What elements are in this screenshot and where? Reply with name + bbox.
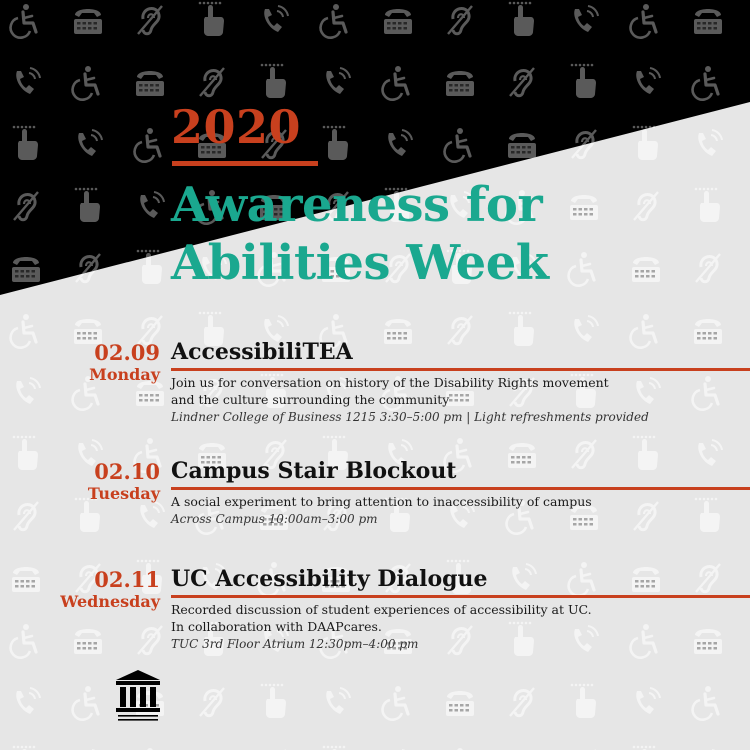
event-date-number: 02.11 bbox=[94, 567, 160, 592]
event-description bbox=[171, 374, 649, 426]
event-title: AccessibiliTEA bbox=[171, 339, 353, 365]
tty-keyboard-icon bbox=[12, 257, 40, 282]
tty-keyboard-icon bbox=[12, 567, 40, 592]
description-line: Join us for conversation on history of the Disability Rights movement bbox=[171, 375, 609, 390]
event-details: Lindner College of Business 1215 3:30–5:00 pm | Light refreshments provided bbox=[171, 410, 649, 424]
page-title bbox=[171, 176, 549, 292]
government-building-icon bbox=[113, 668, 163, 724]
tty-keyboard-icon bbox=[74, 629, 102, 654]
event-divider bbox=[171, 595, 750, 598]
tty-keyboard-icon bbox=[508, 443, 536, 468]
tty-keyboard-icon bbox=[632, 567, 660, 592]
tty-keyboard-icon bbox=[570, 195, 598, 220]
tty-keyboard-icon bbox=[384, 9, 412, 34]
event-description bbox=[171, 601, 592, 653]
tty-keyboard-icon bbox=[694, 319, 722, 344]
event-day: Monday bbox=[89, 365, 160, 384]
event-details: TUC 3rd Floor Atrium 12:30pm–4:00 pm bbox=[171, 637, 419, 651]
event-day: Wednesday bbox=[60, 592, 160, 611]
title-line-1: Awareness for bbox=[171, 177, 543, 233]
description-line: and the culture surrounding the community bbox=[171, 392, 450, 407]
event-description bbox=[171, 493, 592, 528]
tty-keyboard-icon bbox=[694, 9, 722, 34]
tty-keyboard-icon bbox=[446, 71, 474, 96]
description-line: Recorded discussion of student experiences of accessibility at UC. bbox=[171, 602, 592, 617]
event-date bbox=[89, 341, 160, 385]
tty-keyboard-icon bbox=[446, 691, 474, 716]
tty-keyboard-icon bbox=[384, 319, 412, 344]
tty-keyboard-icon bbox=[508, 133, 536, 158]
event-divider bbox=[171, 487, 750, 490]
event-day: Tuesday bbox=[87, 484, 160, 503]
event-date bbox=[88, 460, 160, 504]
year-heading: 2020 bbox=[171, 100, 302, 154]
event-divider bbox=[171, 368, 750, 371]
event-title: Campus Stair Blockout bbox=[171, 458, 457, 484]
event-details: Across Campus 10:00am–3:00 pm bbox=[171, 512, 378, 526]
tty-keyboard-icon bbox=[74, 9, 102, 34]
event-date-number: 02.10 bbox=[94, 459, 160, 484]
event-title: UC Accessibility Dialogue bbox=[171, 566, 488, 592]
description-line: In collaboration with DAAPcares. bbox=[171, 619, 382, 634]
tty-keyboard-icon bbox=[694, 629, 722, 654]
year-underline bbox=[172, 161, 318, 166]
event-date-number: 02.09 bbox=[94, 340, 160, 365]
event-date bbox=[60, 568, 160, 612]
title-line-2: Abilities Week bbox=[171, 235, 549, 291]
tty-keyboard-icon bbox=[632, 257, 660, 282]
tty-keyboard-icon bbox=[136, 71, 164, 96]
description-line: A social experiment to bring attention to inaccessibility of campus bbox=[171, 494, 592, 509]
